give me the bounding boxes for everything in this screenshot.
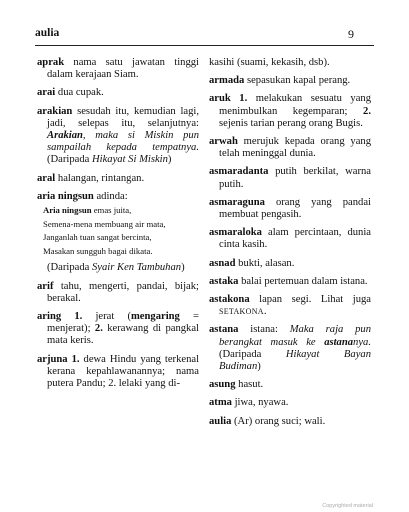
definition: melakukan sesuatu yang menimbulkan kegemparan; bbox=[219, 93, 372, 117]
entry-asnad bbox=[209, 258, 371, 270]
definition: halangan, rintangan. bbox=[55, 172, 145, 184]
example-headword: Arakian bbox=[47, 130, 83, 142]
definition: sepasukan kapal perang. bbox=[244, 75, 351, 87]
definition: dewa Hindu yang terkenal kerana kepahlawanannya; nama putera Pandu; 2. lelaki yang di- bbox=[47, 353, 200, 390]
headword: aulia bbox=[209, 415, 232, 427]
headword: arai bbox=[37, 87, 56, 99]
headword: arjuna bbox=[37, 353, 68, 365]
definition: orang yang pandai membuat pengasih. bbox=[219, 196, 371, 221]
derived-form: mengaring bbox=[130, 311, 180, 323]
definition: balai pertemuan dalam istana. bbox=[238, 275, 368, 287]
headword: aria ningsun bbox=[37, 190, 94, 202]
entry-atma bbox=[209, 397, 371, 409]
sense-number: 2. bbox=[363, 105, 371, 117]
definition: alam percintaan, dunia cinta kasih. bbox=[219, 227, 371, 251]
headword: atma bbox=[209, 397, 232, 409]
headword: aring bbox=[37, 311, 62, 323]
definition: kasihi (suami, kekasih, dsb). bbox=[209, 57, 330, 68]
entry-aria-ningsun bbox=[37, 191, 199, 203]
definition: bukti, alasan. bbox=[235, 257, 295, 269]
entry-astaka bbox=[209, 276, 371, 288]
entry-armada bbox=[209, 75, 371, 87]
verse-line: Masakan sungguh bagai dikata. bbox=[43, 245, 153, 256]
source-close: ) bbox=[167, 154, 172, 166]
definition: hasut. bbox=[235, 379, 264, 391]
definition: tahu, mengerti, pandai, bijak; berakal. bbox=[47, 280, 199, 304]
entry-arif bbox=[37, 281, 199, 305]
headword: asmaraloka bbox=[209, 227, 262, 239]
headword: asmaraguna bbox=[209, 196, 265, 208]
entry-aulia bbox=[209, 416, 371, 428]
headword: arwah bbox=[209, 136, 238, 148]
example-headword: astana bbox=[324, 336, 354, 348]
definition: jiwa, nyawa. bbox=[231, 397, 289, 409]
source-open: (Daripada bbox=[47, 154, 92, 166]
entry-aring: aring 1. jerat (mengaring = menjerat); 2. kerawang di pangkal mata keris. bbox=[37, 311, 199, 347]
headword: aral bbox=[37, 172, 56, 184]
entry-arakian bbox=[37, 106, 199, 167]
entry-asung bbox=[209, 379, 371, 391]
entry-aruk bbox=[209, 93, 371, 130]
copyright-watermark: Copyrighted material bbox=[322, 503, 373, 509]
definition: adinda: bbox=[93, 190, 128, 202]
definition: istana: bbox=[238, 324, 290, 336]
example: , maka si Miskin pun sampailah kepada tempatnya. bbox=[47, 130, 199, 154]
example: nya. bbox=[353, 336, 371, 348]
entry-arwah bbox=[209, 136, 371, 160]
definition: (Ar) orang suci; wali. bbox=[231, 415, 326, 427]
definition: kerawang di pangkal mata keris. bbox=[47, 323, 199, 347]
headword: astaka bbox=[209, 275, 239, 287]
definition: dua cupak. bbox=[55, 87, 104, 99]
page-number: 9 bbox=[348, 27, 354, 41]
right-column bbox=[209, 57, 371, 434]
entry-astana bbox=[209, 324, 371, 373]
verse-quote bbox=[43, 205, 199, 256]
source-open: (Daripada bbox=[219, 348, 286, 360]
headword: asnad bbox=[209, 257, 236, 269]
source-close: ) bbox=[257, 361, 261, 373]
definition: putih berkilat, warna putih. bbox=[219, 166, 371, 190]
headword: astakona bbox=[209, 294, 250, 306]
example: Maka raja pun berangkat masuk ke bbox=[219, 324, 372, 348]
left-column bbox=[37, 57, 199, 396]
headword: astana bbox=[209, 324, 239, 336]
entry-continuation bbox=[209, 57, 371, 69]
definition: merujuk kepada orang yang telah meninggal dunia. bbox=[219, 136, 371, 160]
headword: aprak bbox=[37, 57, 65, 68]
headword: asmaradanta bbox=[209, 166, 269, 178]
definition: lapan segi. Lihat juga bbox=[249, 294, 371, 306]
page-header bbox=[35, 27, 374, 46]
sense-number: 2. bbox=[94, 323, 103, 335]
verse-line: Aria ningsun emas juita, bbox=[43, 205, 132, 216]
guide-word: aulia bbox=[35, 27, 60, 39]
definition: sejenis tarian perang orang Bugis. bbox=[219, 117, 363, 129]
headword: armada bbox=[209, 75, 245, 87]
verse-headword: Aria ningsun bbox=[43, 205, 92, 216]
entry-asmaraloka bbox=[209, 227, 371, 251]
source-title: Hikayat Bayan Budiman bbox=[219, 348, 371, 373]
sense-number: 1. bbox=[230, 93, 248, 105]
cross-reference: SETAKONA bbox=[219, 307, 264, 317]
definition: nama satu jawatan tinggi dalam kerajaan Siam. bbox=[47, 57, 199, 81]
entry-aral bbox=[37, 173, 199, 185]
verse-line: Janganlah tuan sangat bercinta, bbox=[43, 232, 152, 243]
verse-source: (Daripada Syair Ken Tambuhan) bbox=[47, 262, 185, 274]
entry-arjuna bbox=[37, 354, 199, 391]
entry-astakona: astakona lapan segi. Lihat juga SETAKONA. bbox=[209, 294, 371, 318]
headword: arakian bbox=[37, 105, 73, 117]
sense-number: 1. bbox=[61, 311, 83, 323]
entry-arai bbox=[37, 87, 199, 99]
headword: asung bbox=[209, 379, 236, 391]
source-title: Hikayat Si Miskin bbox=[92, 154, 168, 166]
entry-aprak bbox=[37, 57, 199, 81]
sense-number: 1. bbox=[67, 353, 80, 365]
source-title: Syair Ken Tambuhan bbox=[92, 262, 182, 274]
entry-asmaraguna bbox=[209, 197, 371, 221]
verse-line: Semena-mena membuang air mata, bbox=[43, 218, 166, 229]
definition: jerat ( bbox=[82, 311, 131, 323]
headword: arif bbox=[37, 280, 54, 292]
entry-asmaradanta bbox=[209, 166, 371, 190]
headword: aruk bbox=[209, 93, 231, 105]
definition: sesudah itu, kemudian lagi, jadi, selepas itu, selanjutnya: bbox=[47, 105, 199, 129]
